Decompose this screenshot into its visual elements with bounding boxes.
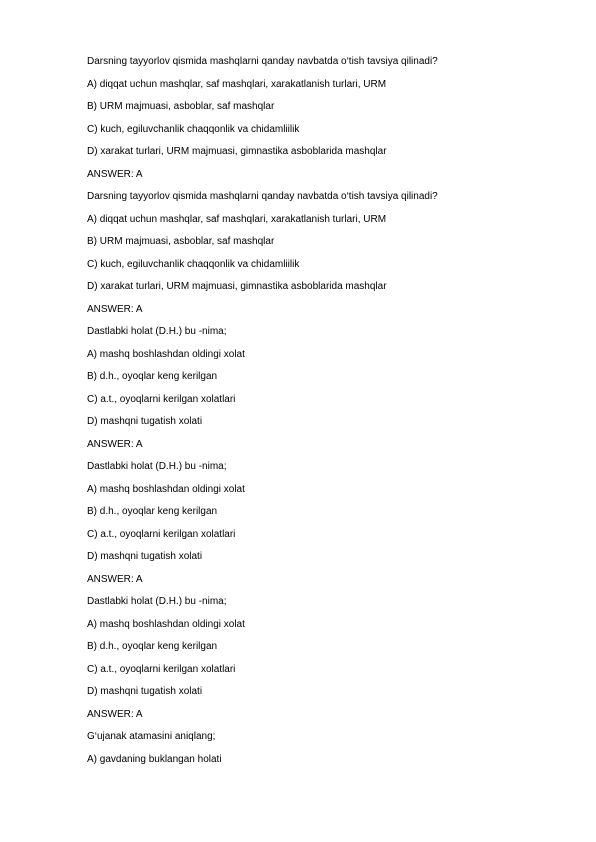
option-b: B) d.h., oyoqlar keng kerilgan [87, 371, 218, 382]
option-a: A) mashq boshlashdan oldingi xolat [87, 618, 245, 630]
option-a: A) diqqat uchun mashqlar, saf mashqlari, xarakatlanish turlari, URM [87, 78, 387, 90]
question-text: Darsning tayyorlov qismida mashqlarni qanday navbatda o‘tish tavsiya qilinadi? [87, 191, 438, 202]
option-a: A) diqqat uchun mashqlar, saf mashqlari, xarakatlanish turlari, URM [87, 213, 387, 225]
option-a: A) mashq boshlashdan oldingi xolat [87, 483, 245, 495]
option-c: C) a.t., oyoqlarni kerilgan xolatlari [87, 393, 236, 405]
option-d: D) xarakat turlari, URM majmuasi, gimnastika asboblarida mashqlar [87, 146, 387, 157]
question-text: Dastlabki holat (D.H.) bu -nima; [87, 461, 227, 472]
option-c: C) a.t., oyoqlarni kerilgan xolatlari [87, 528, 236, 540]
option-a: A) gavdaning buklangan holati [87, 753, 222, 765]
answer-line: ANSWER: A [87, 303, 143, 315]
answer-line: ANSWER: A [87, 438, 143, 450]
question-text: Dastlabki holat (D.H.) bu -nima; [87, 326, 227, 337]
option-b: B) d.h., oyoqlar keng kerilgan [87, 641, 218, 652]
question-text: G‘ujanak atamasini aniqlang; [87, 731, 216, 742]
answer-line: ANSWER: A [87, 573, 143, 585]
option-d: D) xarakat turlari, URM majmuasi, gimnastika asboblarida mashqlar [87, 281, 387, 292]
answer-line: ANSWER: A [87, 168, 143, 180]
option-b: B) d.h., oyoqlar keng kerilgan [87, 506, 218, 517]
option-d: D) mashqni tugatish xolati [87, 686, 203, 697]
option-d: D) mashqni tugatish xolati [87, 416, 203, 427]
option-c: C) kuch, egiluvchanlik chaqqonlik va chidamliilik [87, 123, 300, 135]
option-b: B) URM majmuasi, asboblar, saf mashqlar [87, 236, 275, 247]
question-list [87, 55, 567, 775]
option-c: C) a.t., oyoqlarni kerilgan xolatlari [87, 663, 236, 675]
answer-line: ANSWER: A [87, 708, 143, 720]
option-a: A) mashq boshlashdan oldingi xolat [87, 348, 245, 360]
option-d: D) mashqni tugatish xolati [87, 551, 203, 562]
option-c: C) kuch, egiluvchanlik chaqqonlik va chidamliilik [87, 258, 300, 270]
question-text: Dastlabki holat (D.H.) bu -nima; [87, 596, 227, 607]
question-text: Darsning tayyorlov qismida mashqlarni qanday navbatda o‘tish tavsiya qilinadi? [87, 56, 438, 67]
option-b: B) URM majmuasi, asboblar, saf mashqlar [87, 101, 275, 112]
